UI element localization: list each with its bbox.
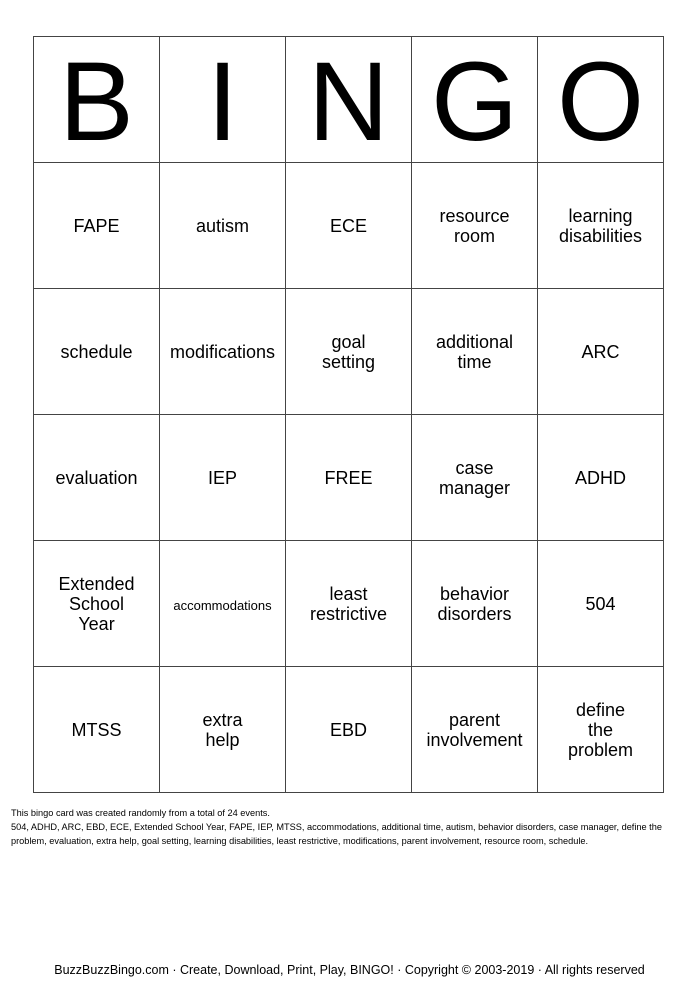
- bingo-cell: [538, 541, 664, 667]
- bingo-cell: [412, 415, 538, 541]
- bingo-cell: [160, 667, 286, 793]
- bingo-cell: [538, 289, 664, 415]
- cell-text: EBD: [329, 719, 367, 740]
- bingo-cell: [412, 667, 538, 793]
- header-cell-n: [286, 37, 412, 163]
- bingo-cell: [538, 415, 664, 541]
- header-cell-g: [412, 37, 538, 163]
- bingo-cell: [538, 667, 664, 793]
- header-letter: G: [430, 38, 519, 164]
- cell-text: extra help: [202, 709, 243, 750]
- bingo-cell: [286, 667, 412, 793]
- bingo-row-1: [34, 163, 664, 289]
- bingo-header-row: [34, 37, 664, 163]
- bingo-cell: [412, 289, 538, 415]
- bingo-cell: [160, 415, 286, 541]
- bingo-cell: [160, 163, 286, 289]
- bingo-cell: [34, 415, 160, 541]
- bingo-cell: [34, 289, 160, 415]
- cell-text: Extended School Year: [58, 573, 135, 634]
- cell-text: least restrictive: [309, 583, 387, 624]
- cell-text: FREE: [324, 467, 373, 488]
- cell-text: MTSS: [71, 719, 122, 740]
- bingo-cell-free: [286, 415, 412, 541]
- cell-text: ECE: [329, 215, 367, 236]
- cell-text: ARC: [581, 341, 620, 362]
- cell-text: FAPE: [73, 215, 120, 236]
- cell-text: schedule: [60, 341, 133, 362]
- bingo-row-5: [34, 667, 664, 793]
- info-summary: This bingo card was created randomly from a total of 24 events.: [11, 808, 270, 818]
- cell-text: goal setting: [321, 331, 376, 372]
- cell-text: case manager: [438, 457, 511, 498]
- header-cell-i: [160, 37, 286, 163]
- bingo-cell: [412, 163, 538, 289]
- bingo-row-4: [34, 541, 664, 667]
- bingo-cell: [286, 541, 412, 667]
- cell-text: define the problem: [567, 699, 634, 760]
- card-info: [11, 806, 691, 848]
- bingo-cell: [34, 541, 160, 667]
- info-event-list: 504, ADHD, ARC, EBD, ECE, Extended School Year, FAPE, IEP, MTSS, accommodations, additional time, autism, behavior disorders, case manager, define the problem, evaluation, extra help, goal setting, learning disabilities, least restrictive, modifications, parent involvement, resource room, schedule.: [11, 822, 662, 846]
- cell-text: learning disabilities: [558, 205, 643, 246]
- cell-text: accommodations: [173, 597, 272, 613]
- cell-text: resource room: [439, 205, 510, 246]
- cell-text: autism: [195, 215, 249, 236]
- header-letter: N: [308, 38, 389, 164]
- bingo-cell: [286, 163, 412, 289]
- bingo-cell: [34, 667, 160, 793]
- bingo-cell: [160, 541, 286, 667]
- bingo-row-2: [34, 289, 664, 415]
- cell-text: parent involvement: [426, 709, 523, 750]
- bingo-card: [33, 36, 664, 793]
- bingo-cell: [538, 163, 664, 289]
- cell-text: ADHD: [574, 467, 626, 488]
- header-cell-b: [34, 37, 160, 163]
- header-letter: B: [59, 38, 134, 164]
- bingo-cell: [412, 541, 538, 667]
- header-cell-o: [538, 37, 664, 163]
- bingo-cell: [34, 163, 160, 289]
- cell-text: additional time: [435, 331, 514, 372]
- cell-text: 504: [585, 593, 616, 614]
- cell-text: behavior disorders: [437, 583, 512, 624]
- cell-text: modifications: [169, 341, 276, 362]
- bingo-cell: [286, 289, 412, 415]
- cell-text: evaluation: [55, 467, 138, 488]
- header-letter: I: [206, 38, 239, 164]
- footer-copyright: BuzzBuzzBingo.com · Create, Download, Print, Play, BINGO! · Copyright © 2003-2019 · All rights reserved: [54, 963, 645, 977]
- bingo-row-3: [34, 415, 664, 541]
- bingo-cell: [160, 289, 286, 415]
- cell-text: IEP: [207, 467, 237, 488]
- header-letter: O: [556, 38, 645, 164]
